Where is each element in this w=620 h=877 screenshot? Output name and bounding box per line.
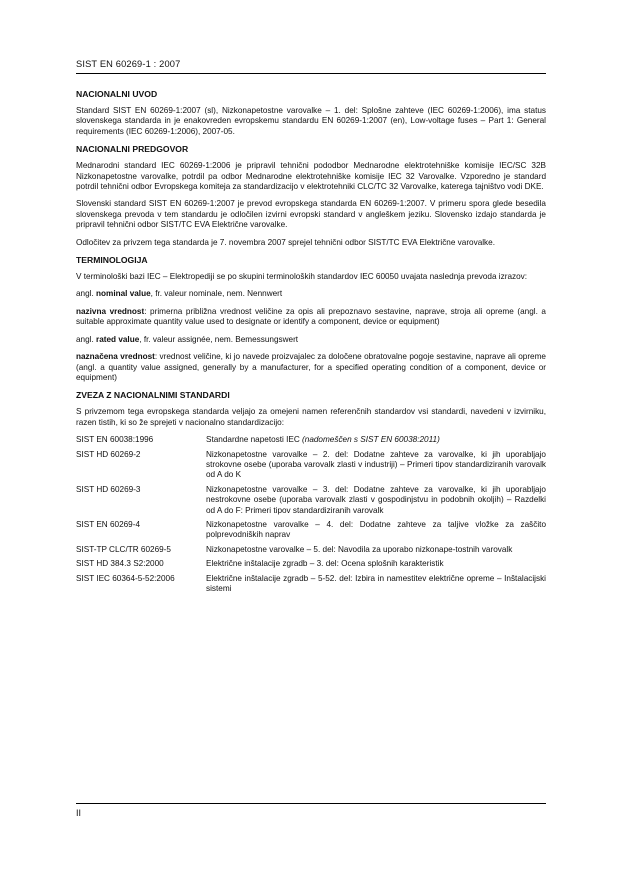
section-heading: ZVEZA Z NACIONALNIMI STANDARDI xyxy=(76,390,230,401)
reference-row xyxy=(76,520,546,541)
section-nacionalni-uvod xyxy=(76,89,546,137)
paragraph: Standard SIST EN 60269-1:2007 (sl), Nizkonapetostne varovalke – 1. del: Splošne zahteve (IEC 60269-1:2006), ima status slovenskega standarda in je enakovreden evropskemu standardu EN 60269-1:2007 (en), Low-voltage fuses – Part 1: General requirements (IEC 60269-1:2006), 2007-05. xyxy=(76,106,546,136)
paragraph: V terminološki bazi IEC – Elektropediji se po skupini terminoloških standardov IEC 60050 uvajata naslednja prevoda izrazov: xyxy=(76,272,528,282)
reference-title: Standardne napetosti IEC (nadomeščen s SIST EN 60038:2011) xyxy=(206,435,440,445)
reference-row xyxy=(76,545,546,555)
reference-code: SIST EN 60269-4 xyxy=(76,519,141,529)
reference-title: Nizkonapetostne varovalke – 2. del: Dodatne zahteve za varovalke, ki jih uporabljajo strokovne osebe (uporaba varovalk zlasti v industriji) – Primeri tipov standardiziranih varovalk od A do K xyxy=(206,449,546,480)
reference-title: Nizkonapetostne varovalke – 4. del: Dodatne zahteve za taljive vložke za zaščito polprevodniških naprav xyxy=(206,519,546,540)
reference-title: Nizkonapetostne varovalke – 5. del: Navodila za uporabo nizkonape-tostnih varovalk xyxy=(206,544,513,554)
reference-code: SIST IEC 60364-5-52:2006 xyxy=(76,573,175,583)
reference-row xyxy=(76,574,546,595)
term-translations: , fr. valeur nominale, nem. Nennwert xyxy=(150,289,283,299)
section-heading: NACIONALNI UVOD xyxy=(76,89,158,99)
reference-list xyxy=(76,435,546,594)
reference-row xyxy=(76,559,546,569)
reference-title: Nizkonapetostne varovalke – 3. del: Dodatne zahteve za varovalke, ki jih uporabljajo nestrokovne osebe (uporaba varovalk zlasti v gospodinjstvu in podobnih okoljih) – Razdelki od A do F: Primeri tipov standardiziranih varovalk xyxy=(206,484,546,515)
reference-note: (nadomeščen s SIST EN 60038:2011) xyxy=(302,435,440,445)
reference-title: Električne inštalacije zgradb – 3. del: Ocena splošnih karakteristik xyxy=(206,559,444,569)
paragraph: Odločitev za privzem tega standarda je 7. novembra 2007 sprejel tehnični odbor SIST/TC EVA Električne varovalke. xyxy=(76,237,495,247)
term-source-rated xyxy=(76,335,546,345)
reference-title: Električne inštalacije zgradb – 5-52. del: Izbira in namestitev električne opreme – Inštalacijski sistemi xyxy=(206,573,546,593)
section-heading: TERMINOLOGIJA xyxy=(76,255,148,266)
header-rule xyxy=(76,73,546,74)
term-definition: : vrednost veličine, ki jo navede proizvajalec za določene obratovalne pogoje sestavine, naprave ali opreme (angl. a quantity value assigned, generally by a manufacturer, for a specified operating condition of a component, device or equipment) xyxy=(76,352,546,382)
paragraph: Slovenski standard SIST EN 60269-1:2007 je prevod evropskega standarda EN 60269-1:2007. V primeru spora glede besedila slovenskega prevoda v tem standardu je odločilen izvirni evropski standard v angleškem jeziku. Slovensko izdajo standarda je pripravil tehnični odbor SIST/TC EVA Električne varovalke. xyxy=(76,199,546,230)
running-header: SIST EN 60269-1 : 2007 xyxy=(76,59,181,69)
reference-row xyxy=(76,485,546,516)
term-definition-naznacena xyxy=(76,352,546,383)
term-translations: , fr. valeur assignée, nem. Bemessungswert xyxy=(139,334,299,344)
reference-code: SIST EN 60038:1996 xyxy=(76,435,154,445)
footer-rule xyxy=(76,803,546,804)
reference-code: SIST HD 384.3 S2:2000 xyxy=(76,559,164,569)
reference-code: SIST HD 60269-3 xyxy=(76,484,141,494)
term-sl: naznačena vrednost xyxy=(76,352,155,362)
term-en: rated value xyxy=(96,334,140,344)
term-definition: : primerna približna vrednost veličine za opis ali prepoznavo sestavine, naprave, stroja ali opreme (angl. a suitable approximate quantity value used to designate or identify a component, device or equipment) xyxy=(76,306,546,327)
term-definition-nazivna xyxy=(76,307,546,328)
page-number: II xyxy=(76,808,82,818)
section-heading: NACIONALNI PREDGOVOR xyxy=(76,144,189,155)
term-en: nominal value xyxy=(96,289,151,299)
term-prefix: angl. xyxy=(76,334,97,344)
section-zveza-z-nacionalnimi-standardi xyxy=(76,390,546,594)
reference-code: SIST-TP CLC/TR 60269-5 xyxy=(76,544,171,554)
term-source-nominal xyxy=(76,289,546,299)
section-terminologija xyxy=(76,255,546,383)
term-prefix: angl. xyxy=(76,289,97,299)
reference-code: SIST HD 60269-2 xyxy=(76,449,141,459)
section-nacionalni-predgovor xyxy=(76,144,546,248)
paragraph: S privzemom tega evropskega standarda veljajo za omejeni namen referenčnih standardov vsi standardi, navedeni v izvirniku, razen tistih, ki so že sprejeti v nacionalno standardizacijo: xyxy=(76,407,546,427)
term-sl: nazivna vrednost xyxy=(76,306,145,316)
reference-row xyxy=(76,435,546,445)
reference-row xyxy=(76,450,546,481)
paragraph: Mednarodni standard IEC 60269-1:2006 je pripravil tehnični pododbor Mednarodne elektrotehniške komisije IEC/SC 32B Nizkonapetostne varovalke, potrdil pa odbor Mednarodne elektrotehniške komisije IEC 32 Varovalke. Vzporedno je standard potrdil tehnični odbor Evropskega komiteja za standardizacijo v elektrotehniki CLC/TC 32 Varovalke, katerega tajništvo vodi DKE. xyxy=(76,161,546,192)
page-content xyxy=(76,89,546,599)
